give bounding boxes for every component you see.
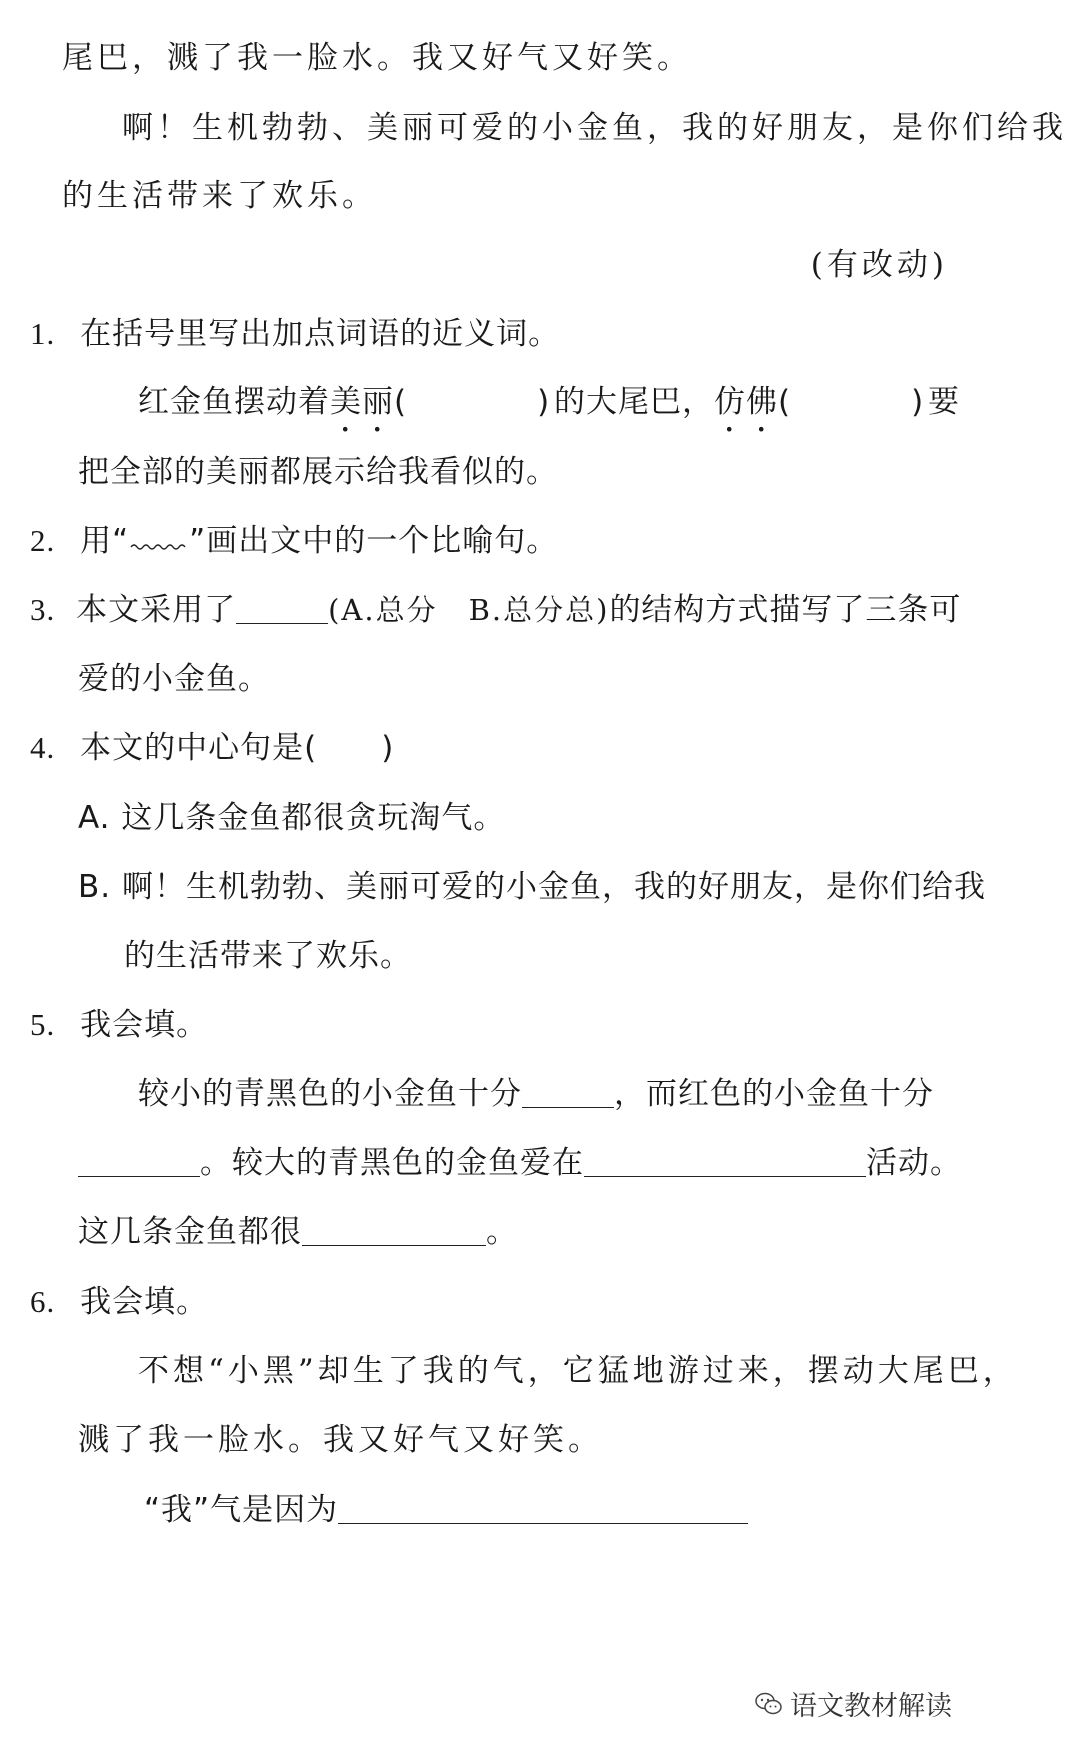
option-b[interactable]: B. 啊！生机勃勃、美丽可爱的小金鱼，我的好朋友，是你们给我 [78, 869, 986, 905]
question-4 [30, 728, 394, 768]
prompt-text: “我”气是因为 [144, 1492, 339, 1528]
question-number: 5. [30, 1007, 56, 1042]
wechat-icon [754, 1691, 784, 1717]
question-6-quote-line-2: 溅了我一脸水。我又好气又好笑。 [78, 1422, 603, 1458]
fill-text: 这几条金鱼都很 [78, 1214, 302, 1250]
watermark-label: 语文教材解读 [790, 1691, 952, 1722]
question-6 [30, 1282, 208, 1322]
answer-blank[interactable] [78, 1146, 200, 1177]
sentence-part: 红金鱼摆动着 [138, 384, 330, 420]
dotted-word-as-if: 仿佛 [714, 384, 778, 420]
question-text-b: ”画出文中的一个比喻句。 [189, 523, 559, 559]
question-6-prompt [144, 1490, 748, 1530]
question-5-line-3 [78, 1212, 518, 1252]
passage-line-1: 尾巴，溅了我一脸水。我又好气又好笑。 [62, 40, 692, 76]
answer-paren-2[interactable]: ( ) [778, 384, 925, 420]
options-text: (A.总分 B.总分总) [328, 593, 610, 627]
question-number: 4. [30, 730, 56, 765]
source-note: (有改动) [810, 247, 948, 283]
fill-text: 。较大的青黑色的金鱼爱在 [200, 1145, 584, 1181]
wavy-underline-icon [129, 539, 189, 553]
sentence-part: 的大尾巴， [554, 384, 714, 420]
question-text: 在括号里写出加点词语的近义词。 [80, 316, 561, 352]
watermark [754, 1684, 952, 1723]
answer-blank[interactable] [522, 1077, 614, 1108]
question-text-b: 的结构方式描写了三条可 [609, 592, 962, 628]
option-b-cont: 的生活带来了欢乐。 [124, 938, 412, 974]
question-1 [30, 314, 560, 354]
question-5 [30, 1005, 208, 1045]
dotted-word-beautiful: 美丽 [330, 384, 394, 420]
fill-text: 。 [486, 1214, 518, 1250]
fill-text: 较小的青黑色的小金鱼十分 [138, 1076, 522, 1112]
question-3-cont: 爱的小金鱼。 [78, 661, 270, 697]
question-number: 3. [30, 592, 56, 627]
answer-paren-1[interactable]: ( ) [394, 384, 551, 420]
question-text: 我会填。 [80, 1284, 209, 1320]
question-3 [30, 590, 961, 630]
question-number: 6. [30, 1284, 56, 1319]
question-number: 2. [30, 523, 56, 558]
question-text-a: 用“ [80, 523, 130, 559]
answer-blank[interactable] [302, 1215, 486, 1246]
question-5-line-2 [78, 1143, 962, 1183]
passage-line-3: 的生活带来了欢乐。 [62, 178, 377, 214]
passage-line-2: 啊！生机勃勃、美丽可爱的小金鱼，我的好朋友，是你们给我 [122, 110, 1067, 146]
question-text-a: 本文采用了 [76, 592, 237, 628]
question-text: 我会填。 [80, 1007, 209, 1043]
answer-blank[interactable] [584, 1146, 866, 1177]
question-1-sentence [138, 382, 960, 439]
fill-text: 活动。 [866, 1145, 962, 1181]
answer-blank[interactable] [236, 593, 328, 624]
question-1-sentence-cont: 把全部的美丽都展示给我看似的。 [78, 454, 558, 490]
question-number: 1. [30, 316, 56, 351]
question-text: 本文的中心句是( ) [80, 730, 395, 766]
option-a[interactable]: A. 这几条金鱼都很贪玩淘气。 [78, 800, 506, 836]
answer-blank[interactable] [338, 1493, 748, 1524]
fill-text: ，而红色的小金鱼十分 [614, 1076, 934, 1112]
question-6-quote-line-1: 不想“小黑”却生了我的气，它猛地游过来，摆动大尾巴， [138, 1353, 1018, 1389]
question-2 [30, 521, 558, 561]
sentence-part: 要 [928, 384, 960, 420]
question-5-line-1 [138, 1074, 934, 1114]
